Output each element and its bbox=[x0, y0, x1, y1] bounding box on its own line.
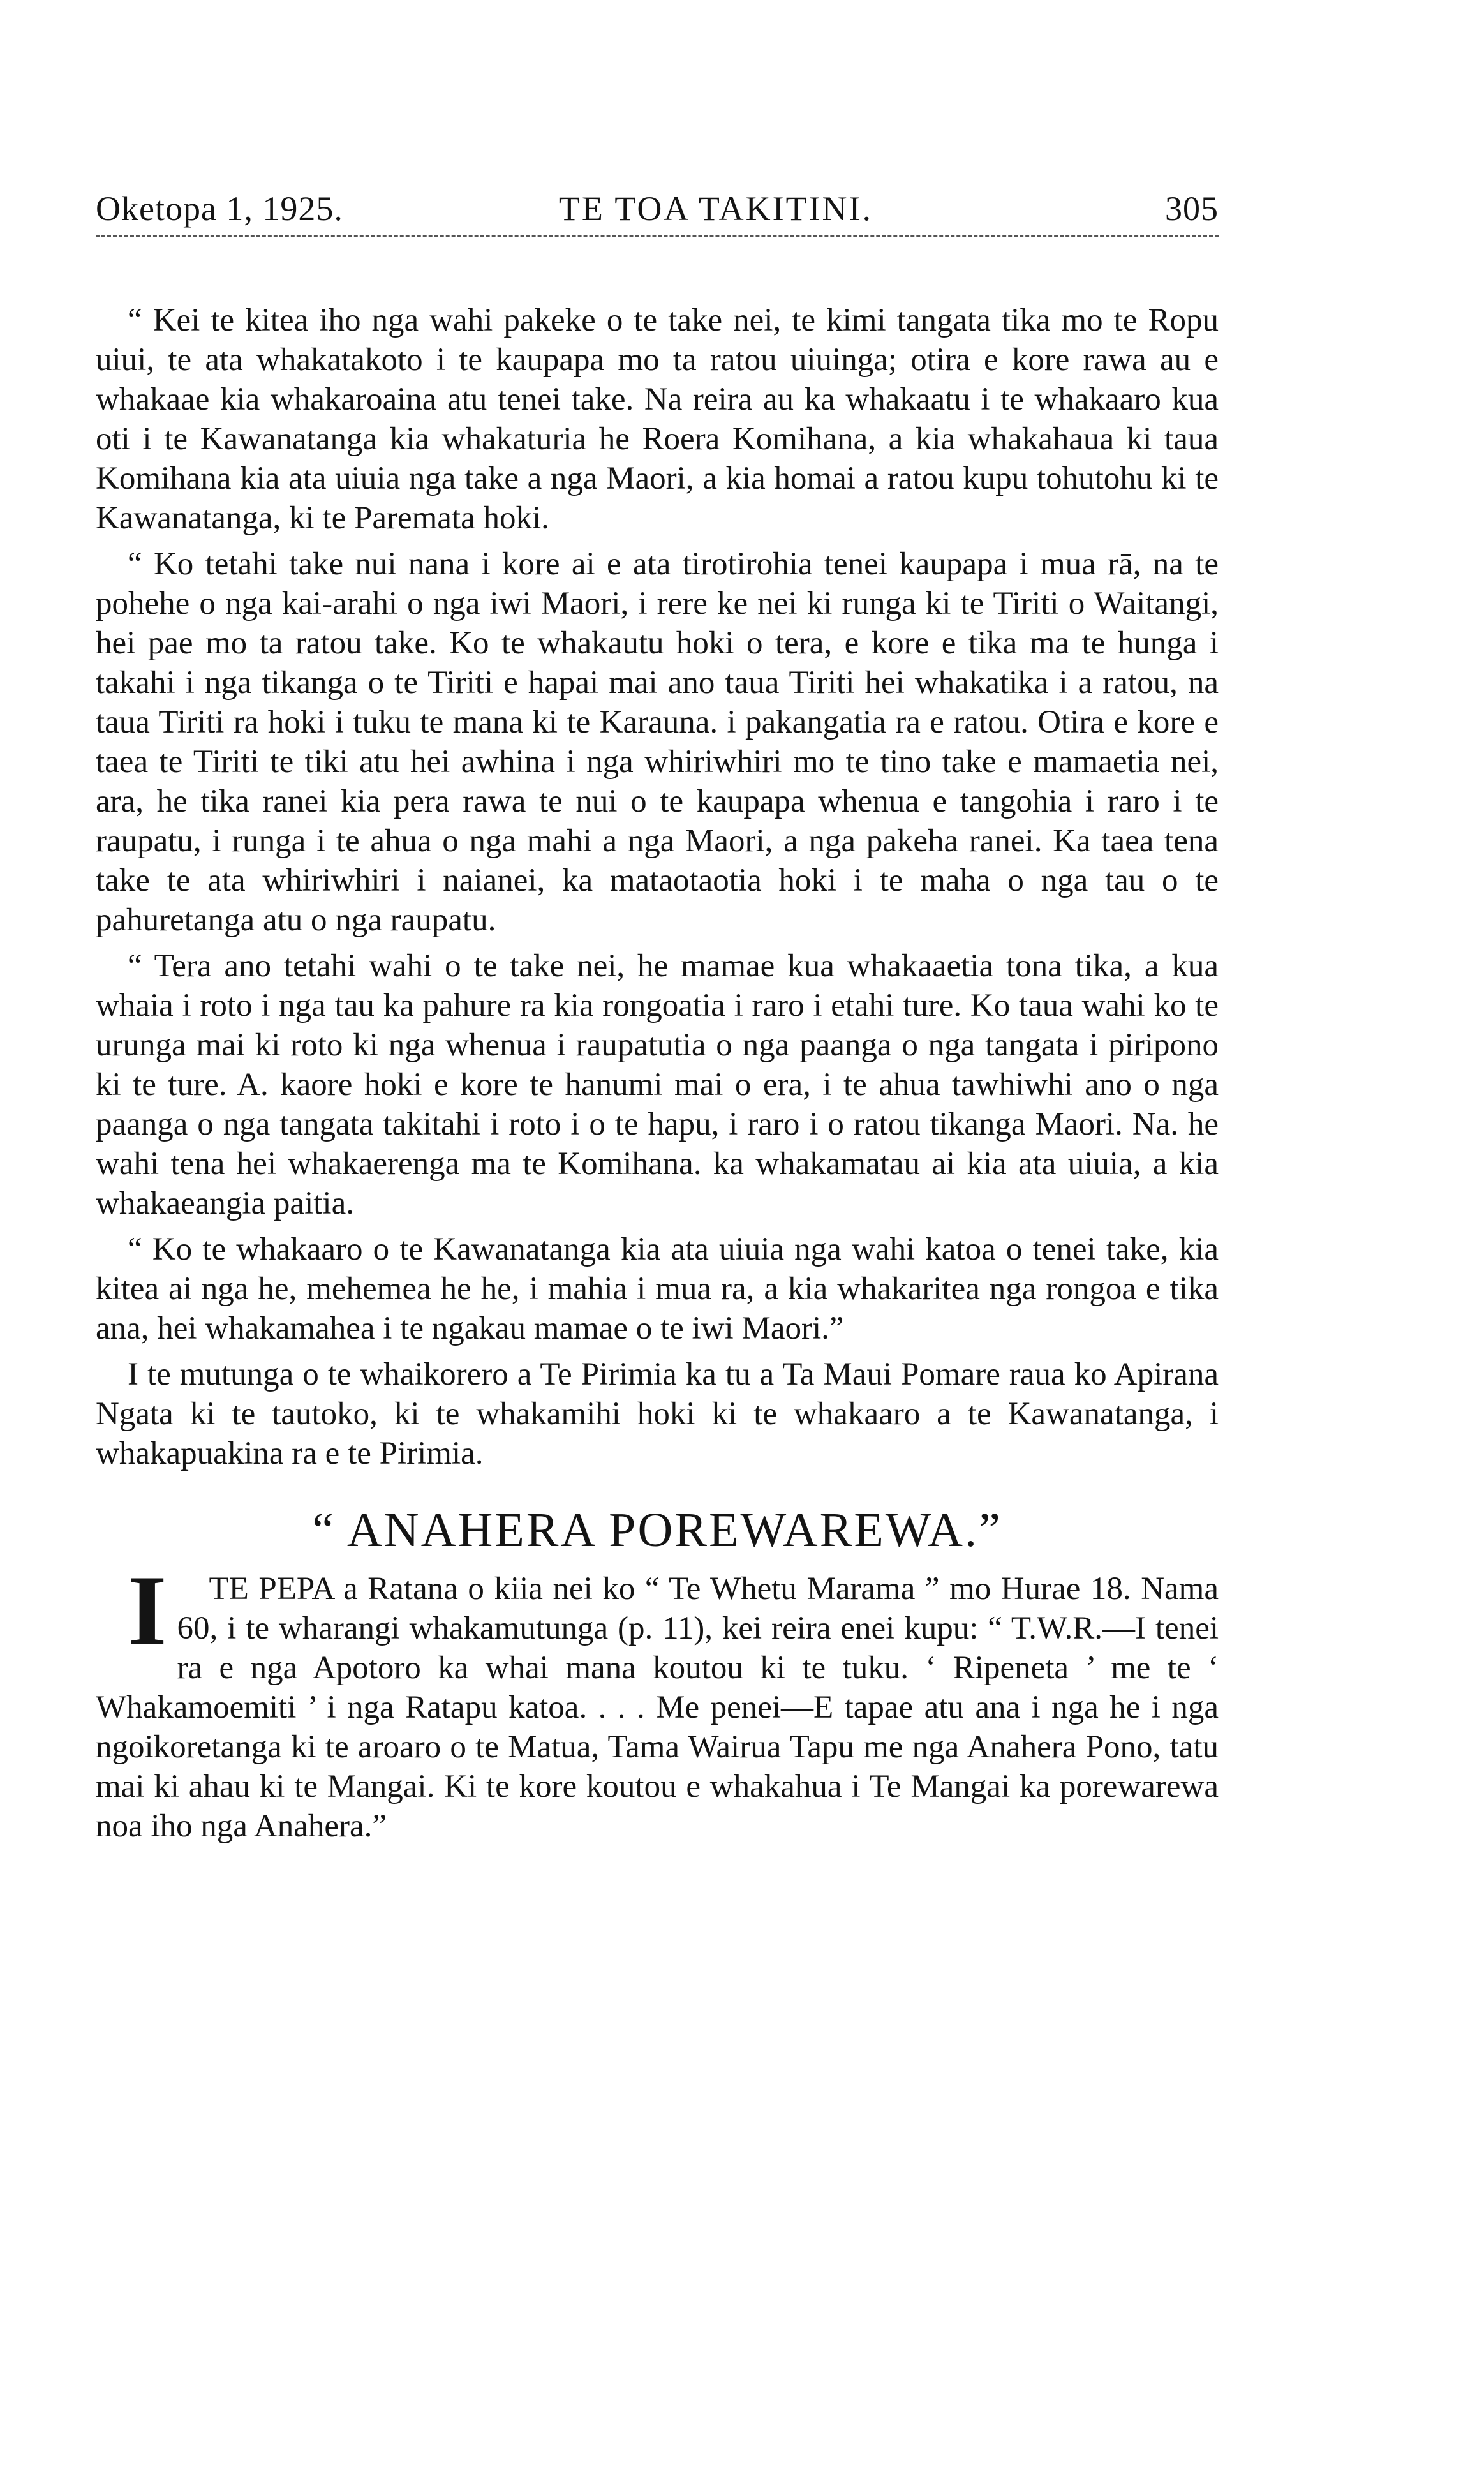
paragraph-3: “ Tera ano tetahi wahi o te take nei, he mamae kua whakaaetia tona tika, a kua whaia i roto i nga tau ka pahure ra kia rongoatia i raro i etahi ture. Ko taua wahi ko te urunga mai ki roto ki nga whenua i raupatutia o nga paanga o nga tangata i piripono ki te ture. A. kaore hoki e kore te hanumi mai o era, i te ahua tawhiwhi ano o nga paanga o nga tangata takitahi i roto i o te hapu, i raro i o ratou tikanga Maori. Na. he wahi tena hei whakaerenga ma te Komihana. ka whakamatau ai kia ata uiuia, a kia whakaeangia paitia. bbox=[96, 948, 1219, 1221]
page-number: 305 bbox=[1164, 190, 1219, 228]
page bbox=[96, 191, 1219, 1852]
section-paragraph bbox=[96, 1554, 1219, 1846]
paragraph-1: “ Kei te kitea iho nga wahi pakeke o te take nei, te kimi tangata tika mo te Ropu uiui, te ata whakatakoto i te kaupapa mo ta ratou uiuinga; otira e kore rawa au e whakaae kia whakaroaina atu tenei take. Na reira au ka whakaatu i te whakaaro kua oti i te Kawanatanga kia whakaturia he Roera Komihana, a kia whakahaua ki taua Komihana kia ata uiuia nga take a nga Maori, a kia homai a ratou kupu tohutohu ki te Kawanatanga, ki te Paremata hoki. bbox=[96, 302, 1219, 536]
paragraph-4: “ Ko te whakaaro o te Kawanatanga kia ata uiuia nga wahi katoa o tenei take, kia kitea ai nga he, mehemea he he, i mahia i mua ra, a kia whakaritea nga rongoa e tika ana, hei whakamahea i te ngakau mamae o te iwi Maori.” bbox=[96, 1231, 1219, 1346]
paragraph-5: I te mutunga o te whaikorero a Te Pirimia ka tu a Ta Maui Pomare raua ko Apirana Ngata ki te tautoko, ki te whakamihi hoki ki te whakaaro a te Kawanatanga, i whakapuakina ra e te Pirimia. bbox=[96, 1357, 1219, 1471]
publication-title: TE TOA TAKITINI. bbox=[558, 190, 873, 228]
section-text: TE PEPA a Ratana o kiia nei ko “ Te Whetu Marama ” mo Hurae 18. Nama 60, i te wharangi whakamutunga (p. 11), kei reira enei kupu: “ T.W.R.—I tenei ra e nga Apotoro ka whai mana koutou ki te tuku. ‘ Ripeneta ’ me te ‘ Whakamoemiti ’ i nga Ratapu katoa. . . . Me penei—E tapae atu ana i nga he i nga ngoikoretanga ki te aroaro o te Matua, Tama Wairua Tapu me nga Anahera Pono, tatu mai ki ahau ki te Mangai. Ki te kore koutou e whakahua i Te Mangai ka porewarewa noa iho nga Anahera.” bbox=[96, 1570, 1219, 1844]
paragraph-2: “ Ko tetahi take nui nana i kore ai e ata tirotirohia tenei kaupapa i mua rā, na te pohehe o nga kai-arahi o nga iwi Maori, i rere ke nei ki runga ki te Tiriti o Waitangi, hei pae mo ta ratou take. Ko te whakautu hoki o tera, e kore e tika ma te hunga i takahi i nga tikanga o te Tiriti e hapai mai ano taua Tiriti hei whakatika i a ratou, na taua Tiriti ra hoki i tuku te mana ki te Karauna. i pakangatia ra e ratou. Otira e kore e taea te Tiriti te tiki atu hei awhina i nga whiriwhiri mo te tino take e mamaetia nei, ara, he tika ranei kia pera rawa te nui o te kaupapa whenua e tangohia i raro i te raupatu, i runga i te ahua o nga mahi a nga Maori, a nga pakeha ranei. Ka taea tena take te ata whiriwhiri i naianei, ka mataotaotia hoki i te maha o nga tau o te pahuretanga atu o nga raupatu. bbox=[96, 546, 1219, 938]
article-body bbox=[96, 301, 1219, 1846]
drop-cap: I bbox=[128, 1554, 167, 1667]
section-title: “ ANAHERA POREWAREWA.” bbox=[312, 1503, 1002, 1557]
running-header bbox=[96, 191, 1219, 237]
header-date: Oketopa 1, 1925. bbox=[96, 190, 343, 228]
